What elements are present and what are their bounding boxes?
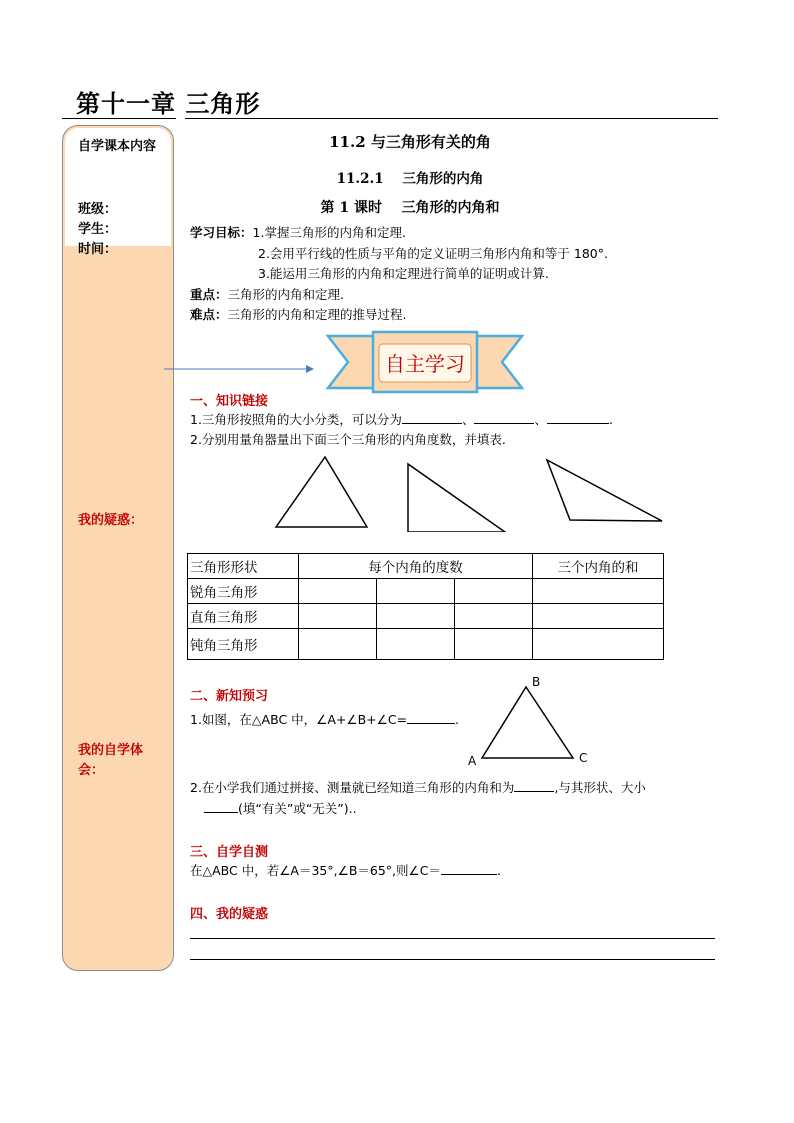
- answer-blank[interactable]: [474, 411, 534, 424]
- goal-item-1: 1.掌握三角形的内角和定理.: [252, 225, 406, 240]
- self-study-banner: [325, 330, 525, 398]
- table-header-row: [188, 554, 664, 579]
- table-row: [188, 629, 664, 660]
- triangle-abc-shape: [482, 687, 573, 758]
- table-header: 每个内角的度数: [299, 554, 533, 579]
- answer-blank[interactable]: [407, 711, 455, 724]
- banner-text: 自主学习: [385, 352, 465, 376]
- student-label: 学生：: [78, 222, 118, 237]
- sidebar-heading: 自学课本内容: [78, 139, 157, 154]
- question-2-1: [190, 711, 459, 728]
- key-point: [190, 287, 344, 303]
- section-new-knowledge: 二、新知预习: [190, 689, 269, 704]
- answer-blank[interactable]: [441, 862, 497, 875]
- acute-triangle-shape: [276, 457, 367, 527]
- section-knowledge-link: 一、知识链接: [190, 394, 269, 409]
- question-2-2-hint: (填“有关”或“无关”).: [238, 801, 353, 816]
- self-test-text: 在△ABC 中，若∠A＝35°,∠B＝65°,则∠C＝: [190, 863, 441, 878]
- diff-label: 难点：: [190, 307, 228, 322]
- goals-label: 学习目标：: [190, 225, 253, 240]
- doubt-label: 我的疑惑：: [78, 513, 144, 528]
- question-1-1-text: 1.三角形按照角的大小分类，可以分为: [190, 412, 402, 427]
- answer-blank[interactable]: [402, 411, 462, 424]
- table-row: [188, 604, 664, 629]
- class-label: 班级：: [78, 202, 118, 217]
- obtuse-triangle-shape: [547, 460, 662, 521]
- question-2-2-text-end: ,与其形状、大小: [554, 780, 646, 795]
- period: .: [608, 412, 613, 427]
- goal-item-3: 3.能运用三角形的内角和定理进行简单的证明或计算.: [258, 266, 549, 281]
- question-1-2: 2.分别用量角器量出下面三个三角形的内角度数，并填表.: [190, 432, 506, 447]
- key-label: 重点：: [190, 287, 228, 302]
- table-cell[interactable]: [455, 604, 533, 629]
- difficult-point: [190, 307, 407, 323]
- time-label: 时间：: [78, 242, 118, 257]
- table-cell[interactable]: [533, 629, 664, 660]
- header-rule-left: [62, 118, 176, 119]
- table-cell[interactable]: [533, 604, 664, 629]
- period: .: [352, 801, 357, 816]
- table-cell[interactable]: [377, 629, 455, 660]
- diff-text: 三角形的内角和定理的推导过程.: [227, 307, 407, 322]
- vertex-label-a: A: [468, 754, 477, 768]
- header-rule-right: [185, 118, 718, 119]
- table-cell[interactable]: [299, 629, 377, 660]
- vertex-label-b: B: [532, 675, 541, 689]
- section-title: 11.2 与三角形有关的角: [329, 133, 491, 151]
- question-2-2-line2: [204, 800, 357, 817]
- key-text: 三角形的内角和定理.: [227, 287, 344, 302]
- vertex-label-c: C: [579, 751, 588, 765]
- learning-goals: [190, 225, 406, 241]
- table-cell[interactable]: [455, 579, 533, 604]
- question-2-1-text: 1.如图，在△ABC 中，∠A+∠B+∠C=: [190, 712, 408, 727]
- answer-line[interactable]: [190, 938, 715, 939]
- subsection-title: 11.2.1 三角形的内角: [336, 171, 484, 187]
- experience-label: 我的自学体会：: [78, 743, 144, 778]
- row-label: 锐角三角形: [188, 579, 299, 604]
- table-row: [188, 579, 664, 604]
- chapter-title: 第十一章 三角形: [76, 90, 261, 118]
- right-triangle-shape: [408, 464, 505, 532]
- arrow-head: [306, 365, 314, 373]
- answer-blank[interactable]: [204, 800, 238, 813]
- angle-measure-table: [187, 553, 664, 660]
- lesson-title: 第 1 课时 三角形的内角和: [320, 200, 500, 216]
- answer-blank[interactable]: [547, 411, 609, 424]
- goal-item-2: 2.会用平行线的性质与平角的定义证明三角形内角和等于 180°.: [258, 246, 608, 261]
- row-label: 钝角三角形: [188, 629, 299, 660]
- table-cell[interactable]: [299, 579, 377, 604]
- answer-blank[interactable]: [514, 779, 554, 792]
- section-self-test: 三、自学自测: [190, 845, 269, 860]
- period: .: [455, 712, 460, 727]
- row-label: 直角三角形: [188, 604, 299, 629]
- section-my-doubts: 四、我的疑惑: [190, 907, 269, 922]
- period: .: [496, 863, 501, 878]
- table-cell[interactable]: [377, 579, 455, 604]
- table-header: 三个内角的和: [533, 554, 664, 579]
- table-cell[interactable]: [533, 579, 664, 604]
- question-1-1: [190, 411, 613, 428]
- table-cell[interactable]: [377, 604, 455, 629]
- table-cell[interactable]: [455, 629, 533, 660]
- separator: 、: [461, 412, 475, 427]
- question-2-2-text: 2.在小学我们通过拼接、测量就已经知道三角形的内角和为: [190, 780, 515, 795]
- answer-line[interactable]: [190, 959, 715, 960]
- table-cell[interactable]: [299, 604, 377, 629]
- table-header: 三角形形状: [188, 554, 299, 579]
- arrow-icon: [163, 362, 315, 376]
- question-2-2: [190, 779, 646, 796]
- self-test-question: [190, 862, 501, 879]
- triangle-abc-figure: [463, 670, 593, 770]
- separator: 、: [534, 412, 547, 427]
- triangle-figures: [270, 450, 670, 532]
